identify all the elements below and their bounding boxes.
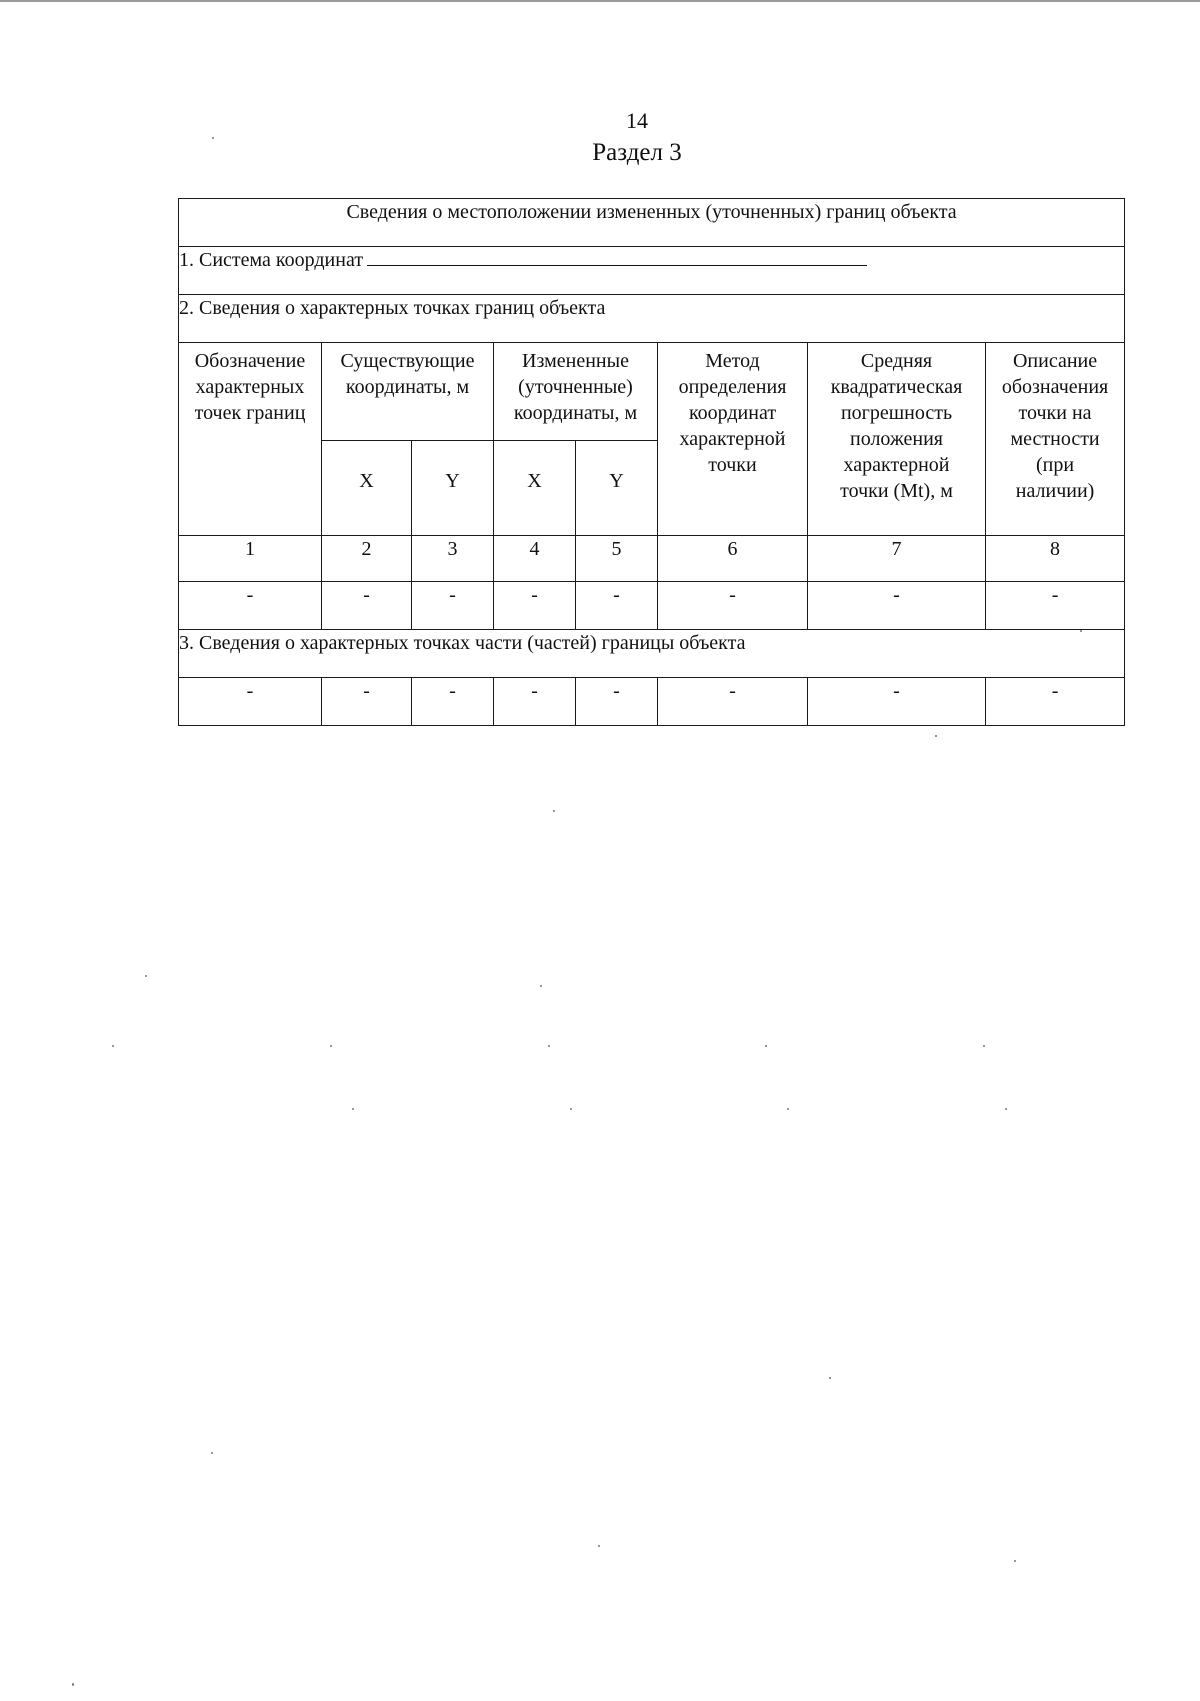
- scan-speck: [330, 1045, 332, 1047]
- header-line: положения: [850, 428, 943, 450]
- scan-speck: [352, 1108, 354, 1110]
- scan-speck: [765, 1045, 767, 1047]
- header-description: [986, 343, 1125, 536]
- scan-speck: [935, 735, 937, 737]
- header-line: точки на: [1018, 402, 1092, 424]
- header-changed-x: X: [494, 441, 576, 536]
- column-number: 4: [494, 536, 576, 582]
- scan-speck: [1014, 1560, 1016, 1562]
- boundary-table: [178, 198, 1125, 726]
- scan-speck: [570, 1108, 572, 1110]
- coord-system-blank-line: [367, 247, 867, 266]
- header-line: Средняя: [860, 350, 933, 372]
- header-existing-x: X: [322, 441, 412, 536]
- scan-top-edge: [0, 0, 1200, 2]
- header-line: Описание: [1012, 350, 1098, 372]
- header-line: точек границ: [194, 402, 306, 424]
- table-cell: -: [322, 582, 412, 630]
- header-existing-coords: [322, 343, 494, 441]
- scan-speck: [1005, 1108, 1007, 1110]
- header-changed-y: Y: [576, 441, 658, 536]
- column-number: 3: [412, 536, 494, 582]
- table-cell: -: [808, 582, 986, 630]
- column-number: 5: [576, 536, 658, 582]
- column-number: 1: [179, 536, 322, 582]
- header-line: характерной: [843, 454, 950, 476]
- table-cell: -: [494, 678, 576, 726]
- table-cell: -: [576, 582, 658, 630]
- header-line: координаты, м: [345, 376, 470, 398]
- header-line: (уточненные): [518, 376, 633, 398]
- header-line: наличии): [1015, 480, 1095, 502]
- parts-data-row: [179, 678, 1125, 726]
- scan-speck: [598, 1545, 600, 1547]
- table-cell: -: [658, 582, 808, 630]
- scan-speck: [212, 137, 214, 139]
- header-existing-y: Y: [412, 441, 494, 536]
- header-line: Метод: [705, 350, 760, 372]
- header-line: квадратическая: [830, 376, 963, 398]
- header-line: Обозначение: [194, 350, 306, 372]
- table-cell: -: [576, 678, 658, 726]
- header-line: характерных: [195, 376, 305, 398]
- section-title: Раздел 3: [592, 139, 682, 166]
- scan-speck: [112, 1045, 114, 1047]
- scan-speck: [983, 1045, 985, 1047]
- column-number: 7: [808, 536, 986, 582]
- points-heading: 2. Сведения о характерных точках границ объекта: [179, 295, 1125, 343]
- table-cell: -: [179, 678, 322, 726]
- scan-speck: [211, 1452, 213, 1454]
- table-title: Сведения о местоположении измененных (уточненных) границ объекта: [179, 199, 1125, 247]
- scan-speck: [540, 985, 542, 987]
- scan-speck: [145, 975, 147, 977]
- header-line: (при: [1036, 454, 1075, 476]
- table-cell: -: [322, 678, 412, 726]
- scan-speck: [553, 810, 555, 812]
- header-line: погрешность: [840, 402, 953, 424]
- table-cell: -: [986, 678, 1125, 726]
- scan-speck: [548, 1045, 550, 1047]
- points-data-row: [179, 582, 1125, 630]
- column-number: 8: [986, 536, 1125, 582]
- coord-system-row: [179, 247, 1125, 295]
- header-line: Измененные: [522, 350, 629, 372]
- header-point-designation: [179, 343, 322, 536]
- table-cell: -: [494, 582, 576, 630]
- header-mean-error: [808, 343, 986, 536]
- table-cell: -: [412, 678, 494, 726]
- table-cell: -: [808, 678, 986, 726]
- header-line: обозначения: [1001, 376, 1109, 398]
- header-line: местности: [1010, 428, 1100, 450]
- coord-system-label: 1. Система координат: [179, 249, 364, 271]
- scan-speck: [829, 1377, 831, 1379]
- header-changed-coords: [494, 343, 658, 441]
- header-line: характерной: [679, 428, 786, 450]
- column-number: 2: [322, 536, 412, 582]
- header-line: определения: [678, 376, 787, 398]
- column-number: 6: [658, 536, 808, 582]
- header-method: [658, 343, 808, 536]
- table-cell: -: [179, 582, 322, 630]
- parts-heading: 3. Сведения о характерных точках части (частей) границы объекта: [179, 630, 1125, 678]
- table-cell: -: [412, 582, 494, 630]
- table-cell: -: [986, 582, 1125, 630]
- scan-speck: [72, 1683, 74, 1686]
- header-line: координаты, м: [513, 402, 638, 424]
- column-numbers-row: [179, 536, 1125, 582]
- scan-speck: [787, 1108, 789, 1110]
- page-number: 14: [626, 108, 648, 133]
- header-line: Существующие: [340, 350, 475, 372]
- header-line: точки (Mt), м: [840, 480, 953, 502]
- header-line: точки: [708, 454, 757, 476]
- header-line: координат: [688, 402, 777, 424]
- scan-speck: [1080, 630, 1082, 632]
- table-cell: -: [658, 678, 808, 726]
